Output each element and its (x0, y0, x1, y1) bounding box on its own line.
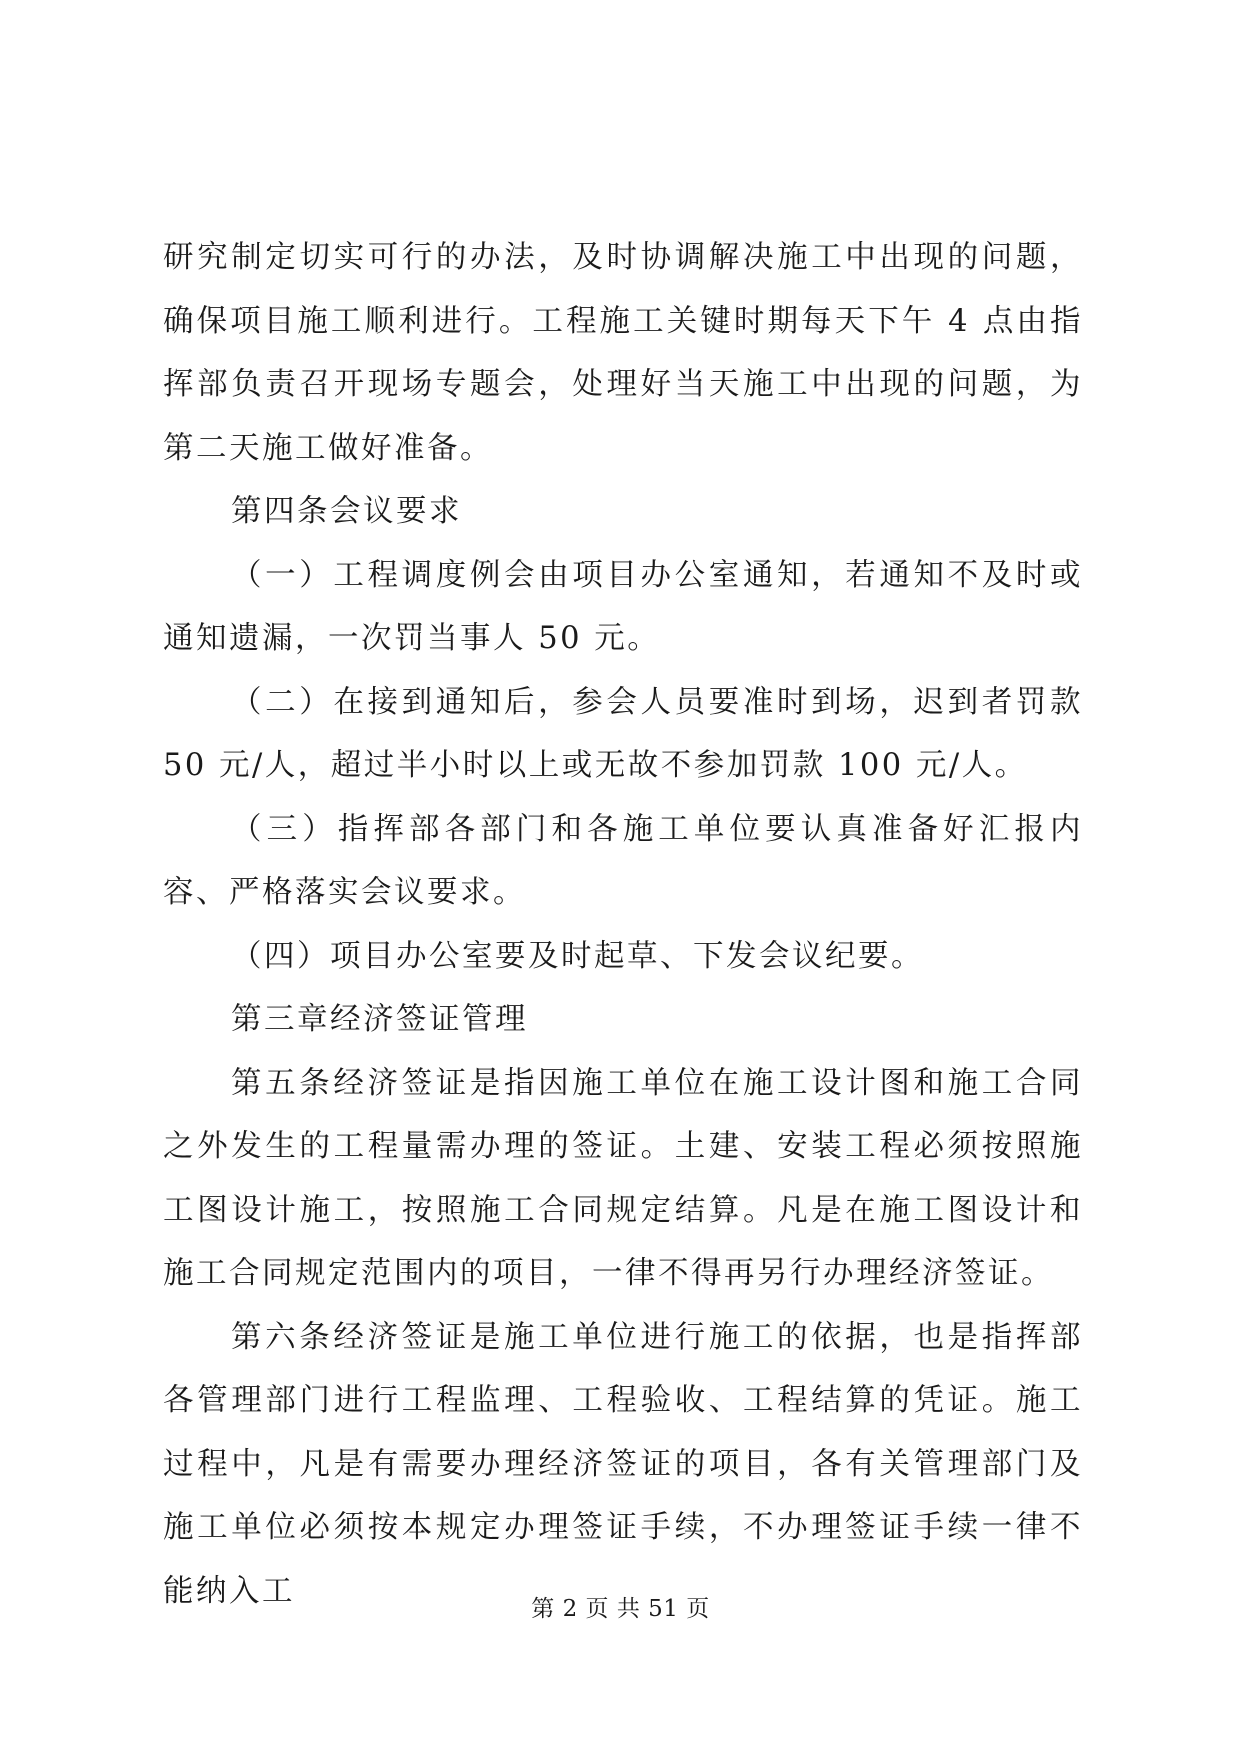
paragraph-item-1: （一）工程调度例会由项目办公室通知，若通知不及时或通知遗漏，一次罚当事人 50 元。 (163, 557, 1083, 656)
page-number-footer: 第 2 页 共 51 页 (531, 1596, 710, 1622)
paragraph-continuation: 研究制定切实可行的办法，及时协调解决施工中出现的问题，确保项目施工顺利进行。工程施工关键时期每天下午 4 点由指挥部负责召开现场专题会，处理好当天施工中出现的问题，为第二天施工做好准备。 (163, 240, 1083, 466)
document-body (163, 226, 1083, 1623)
chapter-3-heading: 第三章经济签证管理 (231, 1002, 528, 1037)
article-6-paragraph: 第六条经济签证是施工单位进行施工的依据，也是指挥部各管理部门进行工程监理、工程验收、工程结算的凭证。施工过程中，凡是有需要办理经济签证的项目，各有关管理部门及施工单位必须按本规定办理签证手续，不办理签证手续一律不能纳入工 (163, 1319, 1083, 1609)
paragraph-item-2: （二）在接到通知后，参会人员要准时到场，迟到者罚款 50 元/人，超过半小时以上或无故不参加罚款 100 元/人。 (163, 684, 1083, 783)
paragraph-item-3: （三）指挥部各部门和各施工单位要认真准备好汇报内容、严格落实会议要求。 (163, 811, 1083, 910)
article-4-heading: 第四条会议要求 (231, 494, 462, 529)
paragraph-item-4: （四）项目办公室要及时起草、下发会议纪要。 (231, 938, 924, 974)
article-5-paragraph: 第五条经济签证是指因施工单位在施工设计图和施工合同之外发生的工程量需办理的签证。土建、安装工程必须按照施工图设计施工，按照施工合同规定结算。凡是在施工图设计和施工合同规定范围内的项目，一律不得再另行办理经济签证。 (163, 1065, 1083, 1291)
